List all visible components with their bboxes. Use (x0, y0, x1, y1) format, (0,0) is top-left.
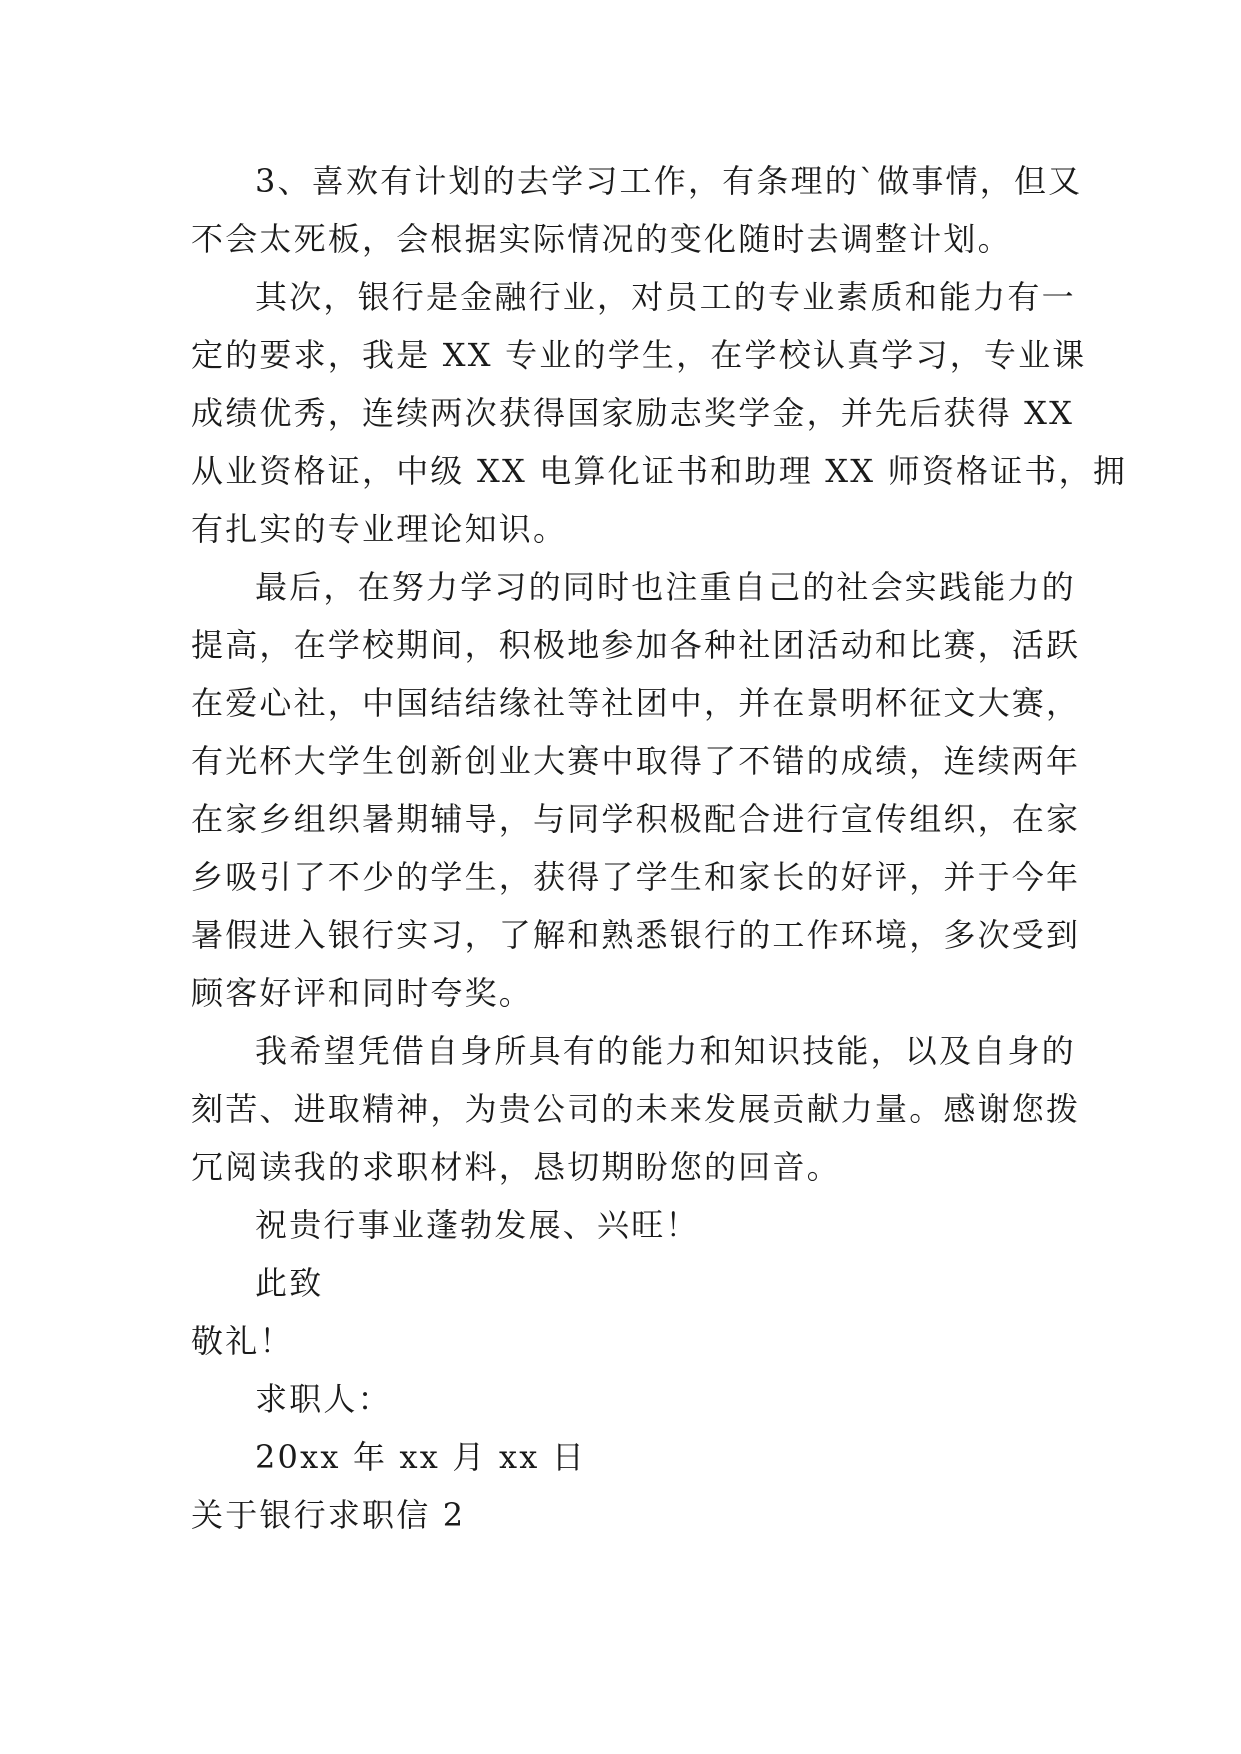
paragraph-line: 在爱心社，中国结结缘社等社团中，并在景明杯征文大赛， (191, 684, 1081, 722)
signature-date: 20xx 年 xx 月 xx 日 (255, 1438, 587, 1476)
paragraph-line: 冗阅读我的求职材料，恳切期盼您的回音。 (191, 1148, 841, 1186)
paragraph-line: 有扎实的专业理论知识。 (191, 510, 568, 548)
signature-label: 求职人： (255, 1380, 392, 1418)
paragraph-line: 不会太死板，会根据实际情况的变化随时去调整计划。 (191, 220, 1012, 258)
paragraph-line: 3、喜欢有计划的去学习工作，有条理的`做事情，但又 (255, 162, 1083, 200)
paragraph-line: 有光杯大学生创新创业大赛中取得了不错的成绩，连续两年 (191, 742, 1081, 780)
paragraph-line: 定的要求，我是 XX 专业的学生，在学校认真学习，专业课 (191, 336, 1087, 374)
closing-wish: 祝贵行事业蓬勃发展、兴旺！ (255, 1206, 700, 1244)
paragraph-line: 刻苦、进取精神，为贵公司的未来发展贡献力量。感谢您拨 (191, 1090, 1081, 1128)
paragraph-line: 暑假进入银行实习，了解和熟悉银行的工作环境，多次受到 (191, 916, 1081, 954)
paragraph-line: 从业资格证，中级 XX 电算化证书和助理 XX 师资格证书，拥 (191, 452, 1128, 490)
paragraph-line: 其次，银行是金融行业，对员工的专业素质和能力有一 (255, 278, 1076, 316)
paragraph-line: 在家乡组织暑期辅导，与同学积极配合进行宣传组织，在家 (191, 800, 1081, 838)
paragraph-line: 乡吸引了不少的学生，获得了学生和家长的好评，并于今年 (191, 858, 1081, 896)
closing-salutation: 此致 (255, 1264, 324, 1302)
paragraph-line: 顾客好评和同时夸奖。 (191, 974, 534, 1012)
closing-regards: 敬礼！ (191, 1322, 294, 1360)
paragraph-line: 成绩优秀，连续两次获得国家励志奖学金，并先后获得 XX (191, 394, 1075, 432)
section-heading: 关于银行求职信 2 (191, 1496, 466, 1534)
paragraph-line: 我希望凭借自身所具有的能力和知识技能，以及自身的 (255, 1032, 1076, 1070)
paragraph-line: 最后，在努力学习的同时也注重自己的社会实践能力的 (255, 568, 1076, 606)
paragraph-line: 提高，在学校期间，积极地参加各种社团活动和比赛，活跃 (191, 626, 1081, 664)
